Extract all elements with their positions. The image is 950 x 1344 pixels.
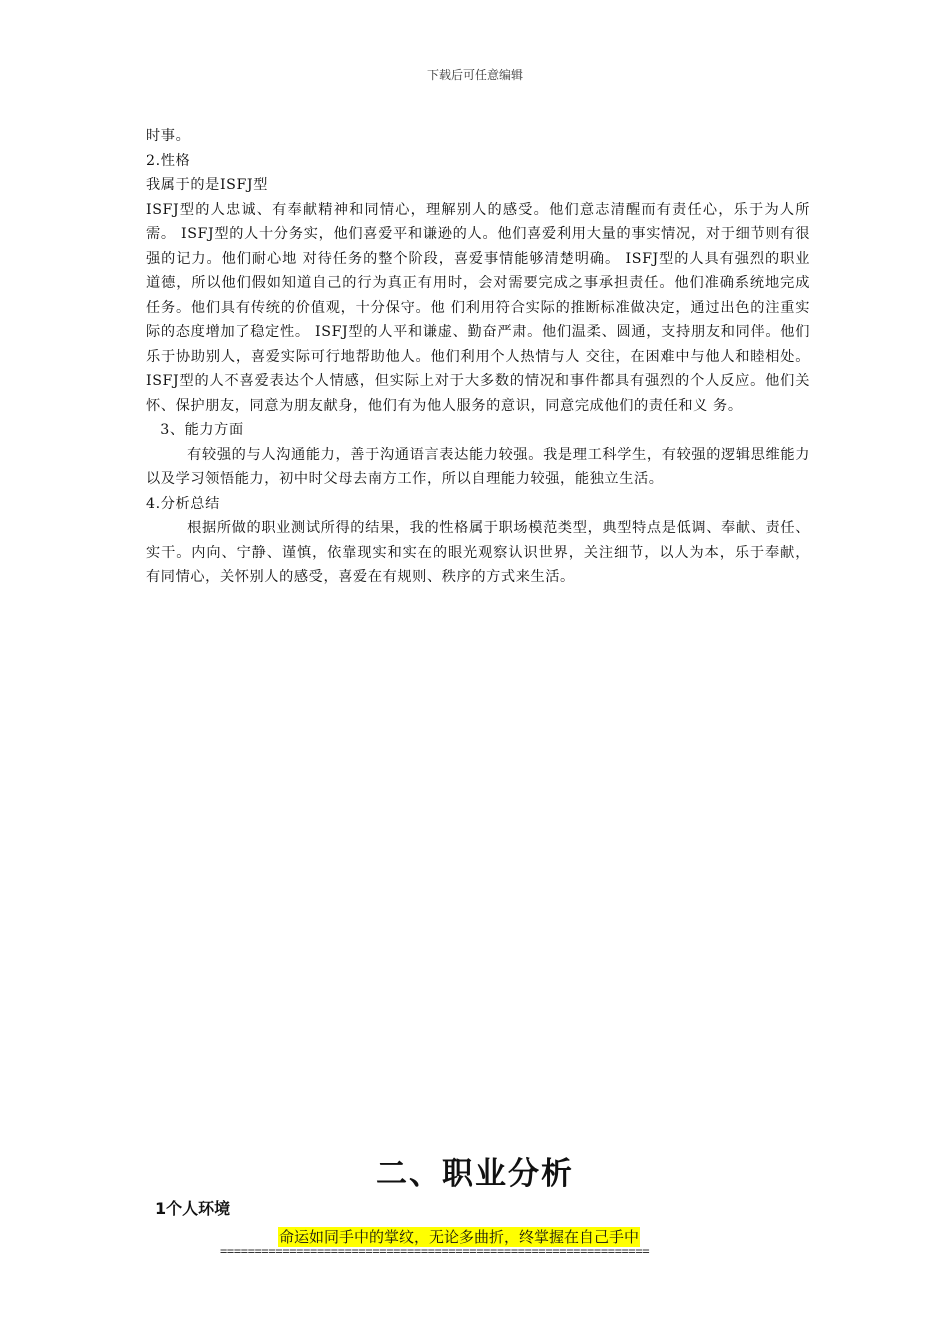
paragraph-isfj-description: ISFJ型的人忠诚、有奉献精神和同情心，理解别人的感受。他们意志清醒而有责任心，乐于为人所需。 ISFJ型的人十分务实，他们喜爱平和谦逊的人。他们喜爱利用大量的事实情况，对于细节则有很强的记力。他们耐心地 对待任务的整个阶段，喜爱事情能够清楚明确。 ISFJ型的人具有强烈的职业道德，所以他们假如知道自己的行为真正有用时，会对需要完成之事承担责任。他们准确系统地完成任务。他们具有传统的价值观，十分保守。他 们利用符合实际的推断标准做决定，通过出色的注重实际的态度增加了稳定性。 ISFJ型的人平和谦虚、勤奋严肃。他们温柔、圆通，支持朋友和同伴。他们乐于协助别人，喜爱实际可行地帮助他人。他们利用个人热情与人 交往，在困难中与他人和睦相处。ISFJ型的人不喜爱表达个人情感，但实际上对于大多数的情况和事件都具有强烈的个人反应。他们关怀、保护朋友，同意为朋友献身，他们有为他人服务的意识，同意完成他们的责任和义 务。 xyxy=(146,201,810,414)
paragraph-type: 我属于的是ISFJ型 xyxy=(146,177,268,193)
heading-summary: 4.分析总结 xyxy=(146,495,220,512)
section-title: 二、职业分析 xyxy=(376,1156,574,1192)
document-body xyxy=(146,124,810,590)
paragraph-summary: 根据所做的职业测试所得的结果，我的性格属于职场模范类型，典型特点是低调、奉献、责任、实干。内向、宁静、谨慎，依靠现实和实在的眼光观察认识世界，关注细节，以人为本，乐于奉献，有同情心，关怀别人的感受，喜爱在有规则、秩序的方式来生活。 xyxy=(146,520,810,585)
page-header-note: 下载后可任意编辑 xyxy=(426,68,523,82)
footer-rule: ============================================================== xyxy=(220,1244,650,1258)
paragraph-continuation: 时事。 xyxy=(146,128,191,144)
section-subtitle: 1个人环境 xyxy=(155,1199,231,1218)
paragraph-ability: 有较强的与人沟通能力，善于沟通语言表达能力较强。我是理工科学生，有较强的逻辑思维能力以及学习领悟能力，初中时父母去南方工作，所以自理能力较强，能独立生活。 xyxy=(146,446,810,487)
heading-ability: 3、能力方面 xyxy=(160,422,244,438)
heading-personality: 2.性格 xyxy=(146,152,191,169)
footer-motto: 命运如同手中的掌纹，无论多曲折，终掌握在自己手中 xyxy=(279,1228,640,1246)
